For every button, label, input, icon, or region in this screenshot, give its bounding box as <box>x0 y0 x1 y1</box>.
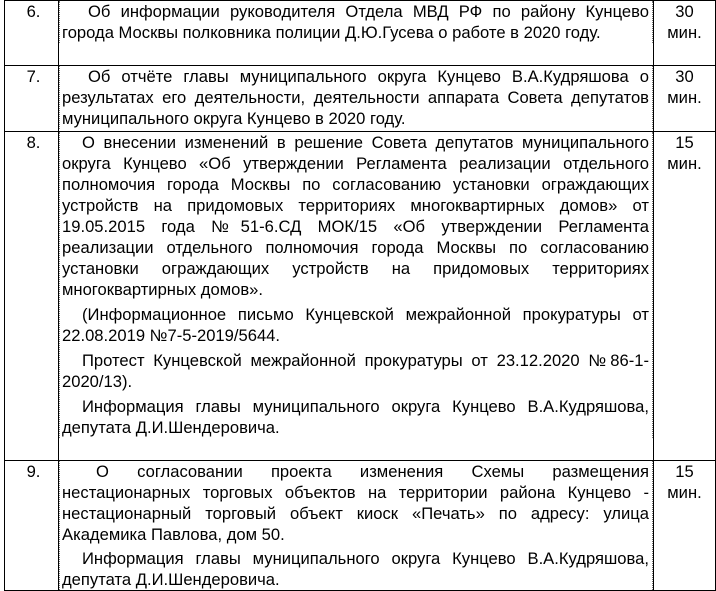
item-number-cell <box>5 1 59 66</box>
item-number-cell <box>5 66 59 132</box>
item-text-cell <box>59 132 654 461</box>
item-text-cell <box>59 461 654 591</box>
item-paragraph: О согласовании проекта изменения Схемы размещения нестационарных торговых объектов на территории района Кунцево - нестационарный торговый объект киоск «Печать» по адресу: улица Академика Павлова, дом 50. <box>62 462 649 544</box>
item-paragraph: Протест Кунцевской межрайонной прокуратуры от 23.12.2020 №86-1-2020/13). <box>62 351 649 391</box>
agenda-row <box>5 66 716 132</box>
item-paragraph: Информация главы муниципального округа Кунцево В.А.Кудряшова, депутата Д.И.Шендеровича. <box>62 397 649 437</box>
item-time-cell <box>654 461 716 591</box>
item-number-cell <box>5 132 59 461</box>
item-number: 8. <box>26 133 41 152</box>
item-time-value: 15 <box>675 462 694 481</box>
item-time-unit: мин. <box>667 154 702 173</box>
agenda-row <box>5 132 716 461</box>
item-paragraph: Об информации руководителя Отдела МВД РФ по району Кунцево города Москвы полковника полиции Д.Ю.Гусева о работе в 2020 году. <box>62 2 649 42</box>
item-number: 9. <box>26 462 41 481</box>
item-time-cell <box>654 66 716 132</box>
item-time-unit: мин. <box>667 23 702 42</box>
item-paragraph: О внесении изменений в решение Совета депутатов муниципального округа Кунцево «Об утверждении Регламента реализации отдельного полномочия города Москвы по согласованию установки ограждающих устройств на придомовых территориях многоквартирных домов» от 19.05.2015 года №51-6.СД МОК/15 «Об утверждении Регламента реализации отдельного полномочия города Москвы по согласованию установки ограждающих устройств на придомовых территориях многоквартирных домов». <box>62 133 649 299</box>
item-time-cell <box>654 1 716 66</box>
item-time-value: 30 <box>675 67 694 86</box>
item-paragraph: (Информационное письмо Кунцевской межрайонной прокуратуры от 22.08.2019 №7-5-2019/5644. <box>62 305 649 345</box>
item-text-cell <box>59 1 654 66</box>
item-number: 7. <box>26 67 41 86</box>
item-time-value: 30 <box>675 2 694 21</box>
item-time-value: 15 <box>675 133 694 152</box>
item-text-cell <box>59 66 654 132</box>
agenda-row <box>5 1 716 66</box>
item-paragraph: Об отчёте главы муниципального округа Кунцево В.А.Кудряшова о результатах его деятельности, деятельности аппарата Совета депутатов муниципального округа Кунцево в 2020 году. <box>62 67 649 128</box>
agenda-table <box>4 0 716 591</box>
item-number-cell <box>5 461 59 591</box>
item-time-unit: мин. <box>667 88 702 107</box>
item-number: 6. <box>26 2 41 21</box>
agenda-row <box>5 461 716 591</box>
item-paragraph: Информация главы муниципального округа Кунцево В.А.Кудряшова, депутата Д.И.Шендеровича. <box>62 549 649 589</box>
item-time-cell <box>654 132 716 461</box>
item-time-unit: мин. <box>667 483 702 502</box>
